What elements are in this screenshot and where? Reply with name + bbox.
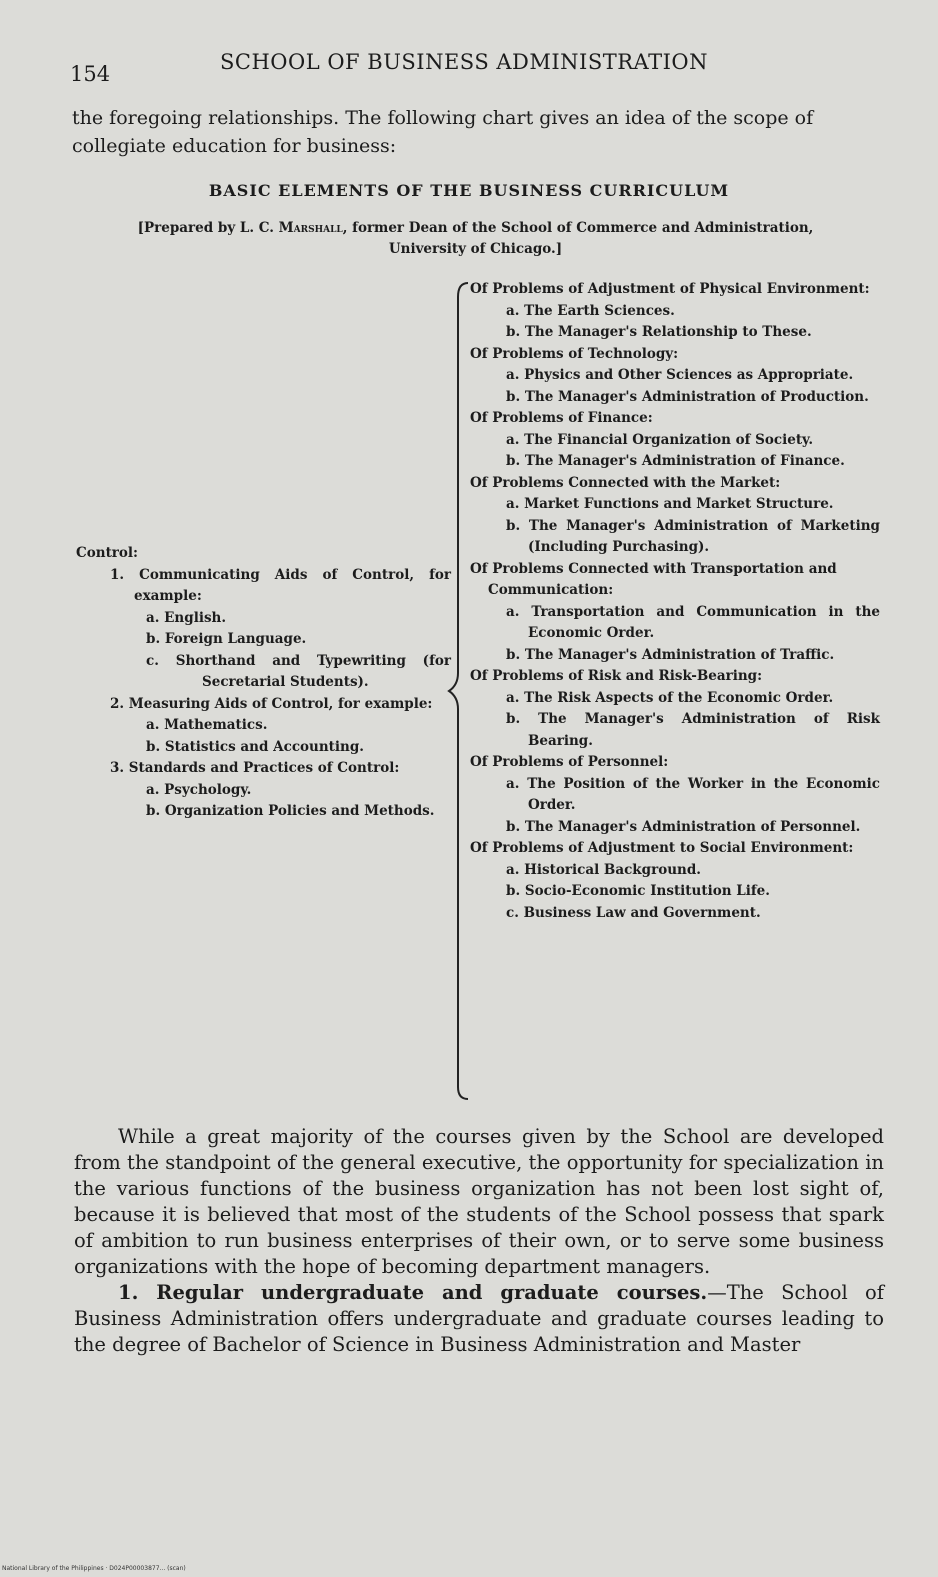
section-text: —The School of Business Administration offers undergraduate and graduate courses leading to the degree of Bachelor of Science in Business Administration and Master: [74, 1281, 884, 1356]
control-item: 1. Communicating Aids of Control, for example:: [110, 566, 451, 604]
page-header: [70, 50, 890, 90]
problem-heading: Of Problems Connected with the Market:: [470, 474, 781, 491]
problem-subitem: b. The Manager's Administration of Traffic.: [506, 646, 835, 663]
problem-subitem: a. Transportation and Communication in the Economic Order.: [506, 603, 880, 641]
chart-attribution: [68, 218, 883, 260]
page-number: 154: [70, 62, 111, 86]
problem-subitem: b. The Manager's Administration of Marketing (Including Purchasing).: [506, 517, 880, 555]
problem-subitem: b. The Manager's Administration of Risk Bearing.: [506, 711, 880, 749]
problem-subitem: a. The Financial Organization of Society.: [506, 431, 814, 448]
control-subitem: a. Mathematics.: [146, 717, 268, 733]
curly-brace: [446, 281, 472, 1103]
problem-heading: Of Problems Connected with Transportation and Communication:: [470, 560, 837, 598]
problem-subitem: a. Physics and Other Sciences as Appropriate.: [506, 367, 854, 383]
control-subitem: c. Shorthand and Typewriting (for Secretarial Students).: [146, 652, 451, 690]
scan-footer: National Library of the Philippines · D024P00003877... (scan): [2, 1565, 186, 1572]
control-subitem: a. English.: [146, 609, 227, 626]
problem-heading: Of Problems of Finance:: [470, 410, 653, 426]
control-subitem: b. Foreign Language.: [146, 631, 307, 647]
section-lead: 1. Regular undergraduate and graduate courses.: [118, 1281, 708, 1304]
problem-subitem: a. Market Functions and Market Structure.: [506, 496, 834, 512]
control-subitem: a. Psychology.: [146, 781, 252, 798]
problem-subitem: b. Socio-Economic Institution Life.: [506, 883, 770, 899]
problem-subitem: a. The Risk Aspects of the Economic Order.: [506, 689, 834, 706]
problem-heading: Of Problems of Adjustment of Physical Environment:: [470, 281, 870, 297]
control-item: 3. Standards and Practices of Control:: [110, 760, 400, 776]
body-text: [74, 1124, 884, 1358]
attribution-prefix: [Prepared by L. C.: [137, 220, 274, 236]
chart-title: BASIC ELEMENTS OF THE BUSINESS CURRICULUM: [208, 181, 730, 200]
control-subitem: b. Organization Policies and Methods.: [146, 803, 435, 819]
problem-subitem: a. The Earth Sciences.: [506, 302, 675, 319]
problem-heading: Of Problems of Risk and Risk-Bearing:: [470, 668, 763, 684]
body-paragraph: [74, 1280, 884, 1358]
control-item: 2. Measuring Aids of Control, for example:: [110, 695, 433, 712]
problem-subitem: a. Historical Background.: [506, 861, 701, 878]
control-subitem: b. Statistics and Accounting.: [146, 738, 364, 755]
intro-paragraph: the foregoing relationships. The following chart gives an idea of the scope of collegiate education for business:: [72, 107, 814, 157]
problem-subitem: a. The Position of the Worker in the Economic Order.: [506, 775, 880, 813]
attribution-name: Marshall: [278, 220, 343, 236]
control-column: [76, 543, 451, 823]
problem-subitem: c. Business Law and Government.: [506, 904, 761, 921]
problems-column: [470, 279, 880, 924]
problem-heading: Of Problems of Adjustment to Social Environment:: [470, 840, 854, 856]
problem-heading: Of Problems of Technology:: [470, 345, 679, 362]
problem-subitem: b. The Manager's Administration of Personnel.: [506, 818, 861, 835]
body-paragraph: While a great majority of the courses given by the School are developed from the standpoint of the general executive, the opportunity for specialization in the various functions of the business organization has not been lost sight of, because it is believed that most of the students of the School possess that spark of ambition to run business enterprises of their own, or to serve some business organizations with the hope of becoming department managers.: [74, 1125, 884, 1278]
problem-subitem: b. The Manager's Administration of Finance.: [506, 453, 845, 469]
control-heading: Control:: [76, 545, 139, 561]
problem-heading: Of Problems of Personnel:: [470, 754, 669, 770]
running-head: SCHOOL OF BUSINESS ADMINISTRATION: [220, 50, 708, 74]
attribution-suffix: , former Dean of the School of Commerce and Administration,: [342, 220, 814, 236]
attribution-line2: University of Chicago.]: [388, 241, 563, 257]
problem-subitem: b. The Manager's Relationship to These.: [506, 324, 812, 340]
problem-subitem: b. The Manager's Administration of Production.: [506, 388, 869, 405]
